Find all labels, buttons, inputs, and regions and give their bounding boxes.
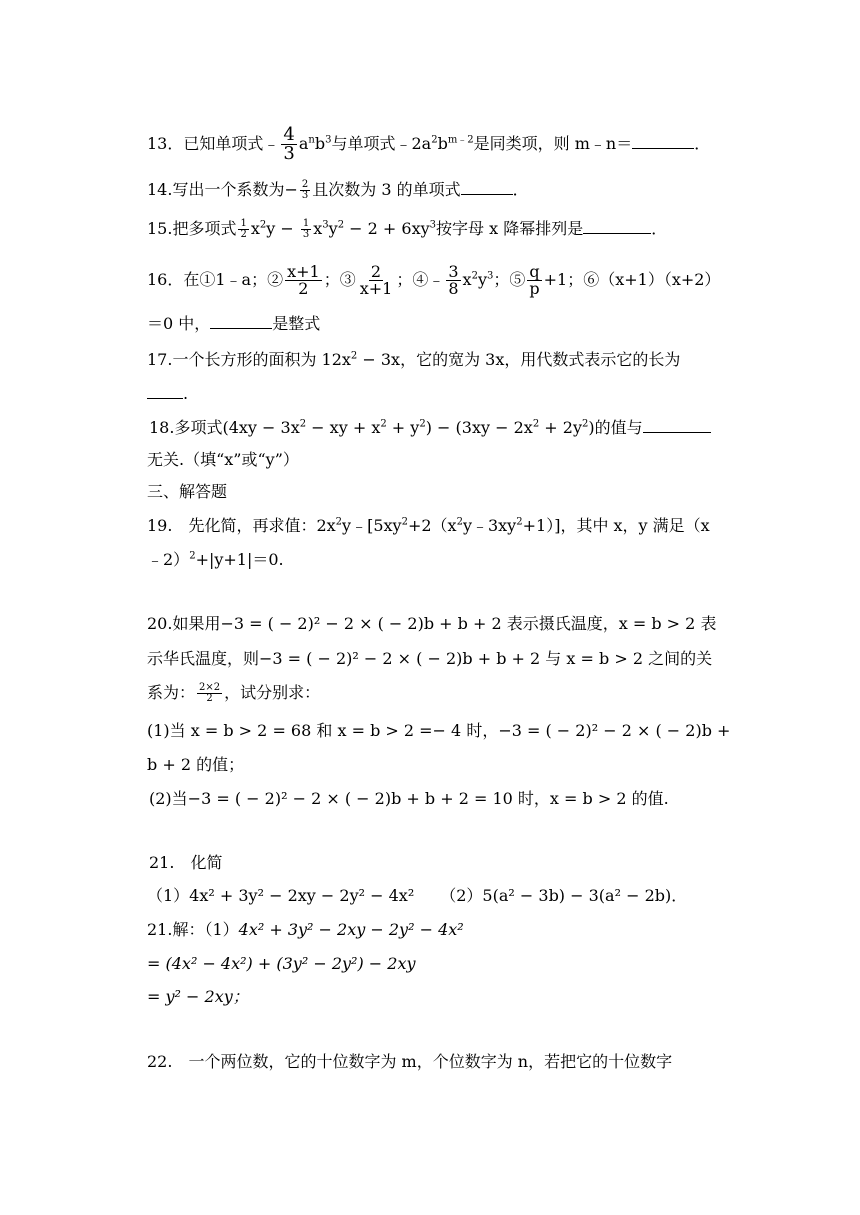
- q20-text: 系为：: [147, 683, 196, 702]
- q17-sup: 2: [350, 350, 358, 362]
- q15-text: y −: [266, 219, 299, 238]
- q19-text: +|y+1|＝0.: [195, 550, 284, 569]
- question-21-parts: [147, 884, 687, 908]
- q20-fraction: [197, 683, 222, 704]
- q13-text: 是同类项，则 m﹣n＝: [473, 134, 633, 153]
- q13-prefix: 13．已知单项式﹣: [147, 134, 280, 153]
- q13-end: ．: [694, 134, 711, 153]
- q19-sup: 2: [189, 550, 196, 562]
- q14-text: 14.写出一个系数为−: [147, 180, 298, 199]
- q16-fraction-4: [446, 264, 460, 297]
- q16-frac-den: x+1: [359, 279, 393, 298]
- q18-text: 18.多项式(4xy − 3x: [149, 418, 300, 437]
- q18-sup: 2: [532, 418, 540, 430]
- q13-fraction: [281, 126, 296, 163]
- q17-answer-blank: [147, 384, 183, 399]
- q21-part-1: （1）4x² + 3y² − 2xy − 2y² − 4x²: [147, 886, 415, 905]
- q17-text: − 3x，它的宽为 3x，用代数式表示它的长为: [357, 350, 681, 369]
- q18-answer-blank: [643, 418, 711, 433]
- q16-text: ；④﹣: [396, 270, 445, 289]
- q14-text: 且次数为 3 的单项式: [312, 180, 461, 199]
- q13-text: a: [298, 134, 309, 153]
- question-15: [147, 217, 667, 241]
- q18-text: ) − (3xy − 2x: [425, 418, 533, 437]
- q14-end: ．: [512, 180, 529, 199]
- q15-text: 按字母 x 降幂排列是: [436, 219, 584, 238]
- q16-frac-den: 8: [448, 279, 459, 298]
- q16-text: ；③: [323, 270, 356, 289]
- q16-text: y: [477, 270, 487, 289]
- q19-sup: 2: [335, 516, 343, 528]
- q21-solution-expr: = (4x² − 4x²) + (3y² − 2y²) − 2xy: [147, 954, 416, 973]
- q20-line: (1)当 x = b > 2 = 68 和 x = b > 2 =− 4 时，−3 = ( − 2)² − 2 × ( − 2)b +: [147, 721, 731, 740]
- question-19: [147, 514, 710, 538]
- q15-text: 15.把多项式: [147, 219, 237, 238]
- question-20: [147, 612, 716, 636]
- q16-frac-num: q: [529, 262, 540, 281]
- q19-text: +1）]，其中 x，y 满足（x: [522, 516, 710, 535]
- q13-answer-blank: [632, 134, 694, 149]
- q21-solution-label: 21.解：（1）: [147, 920, 239, 939]
- q15-sup: 3: [429, 219, 437, 231]
- question-20-line-5: [147, 753, 244, 777]
- q15-frac1-den: 2: [240, 229, 247, 240]
- q16-answer-blank: [210, 314, 272, 329]
- q20-frac-den: 2: [206, 693, 213, 704]
- q18-sup: 2: [581, 418, 589, 430]
- q21-part-2: （2）5(a² − 3b) − 3(a² − 2b)．: [440, 886, 688, 905]
- q21-solution-expr: 4x² + 3y² − 2xy − 2y² − 4x²: [238, 920, 464, 939]
- q20-frac-num: 2×2: [199, 682, 221, 693]
- q19-text: +2（x: [407, 516, 457, 535]
- q20-line: 20.如果用−3 = ( − 2)² − 2 × ( − 2)b + b + 2 表示摄氏温度，x = b > 2 表: [147, 614, 717, 633]
- q21-solution-line-1: [147, 918, 464, 942]
- q15-text: y: [328, 219, 338, 238]
- q16-text: +1；⑥（x+1）（x+2）: [543, 270, 721, 289]
- q16-frac-num: 3: [448, 262, 459, 281]
- question-17: [147, 348, 680, 372]
- q14-answer-blank: [461, 180, 513, 195]
- q13-sup: 2: [431, 134, 438, 146]
- q15-text: x: [250, 219, 260, 238]
- q18-text: − xy + x: [306, 418, 381, 437]
- q15-text: x: [313, 219, 323, 238]
- q18-text: )的值与: [588, 418, 643, 437]
- q16-frac-den: 2: [298, 279, 309, 298]
- section-3-title: 三、解答题: [147, 482, 228, 501]
- q15-answer-blank: [583, 219, 651, 234]
- q18-sup: 2: [299, 418, 307, 430]
- question-22: [147, 1050, 672, 1074]
- q15-sup: 3: [322, 219, 329, 231]
- q13-sup: n: [308, 134, 315, 146]
- q13-text: b: [314, 134, 326, 153]
- question-20-line-3: [147, 681, 320, 705]
- q19-text: y﹣3xy: [462, 516, 517, 535]
- section-heading: [147, 480, 227, 504]
- q18-text: 无关.（填“x”或“y”）: [147, 450, 299, 469]
- question-14: [147, 178, 529, 202]
- q15-frac2-num: 1: [302, 218, 310, 229]
- q14-frac-num: 2: [301, 179, 309, 190]
- q20-line: 示华氏温度，则−3 = ( − 2)² − 2 × ( − 2)b + b + 2 与 x = b > 2 之间的关: [147, 649, 713, 668]
- q16-frac-num: x+1: [287, 262, 320, 281]
- q15-end: ．: [651, 219, 668, 238]
- q13-frac-num: 4: [283, 124, 295, 145]
- q20-line: b + 2 的值；: [147, 755, 245, 774]
- q14-frac-den: 3: [301, 190, 309, 201]
- q15-sup: 2: [259, 219, 267, 231]
- q15-fraction-2: [301, 219, 311, 240]
- q17-end: .: [183, 384, 189, 403]
- q13-text: 与单项式﹣2a: [331, 134, 432, 153]
- q16-frac-den: p: [529, 279, 540, 298]
- q22-text: 22. 一个两位数，它的十位数字为 m，个位数字为 n，若把它的十位数字: [147, 1052, 673, 1071]
- q19-text: ﹣2）: [147, 550, 190, 569]
- question-18: [149, 416, 711, 440]
- question-16-line-2: [147, 312, 320, 336]
- question-20-line-6: [149, 787, 669, 811]
- q16-text: x: [462, 270, 472, 289]
- q20-text: ，试分别求：: [224, 683, 321, 702]
- q20-line: (2)当−3 = ( − 2)² − 2 × ( − 2)b + b + 2 = 10 时，x = b > 2 的值.: [149, 789, 669, 808]
- q18-sup: 2: [419, 418, 426, 430]
- question-17-line-2: [147, 382, 188, 406]
- q19-text: y﹣[5xy: [342, 516, 402, 535]
- question-16: [147, 264, 720, 297]
- q18-text: + y: [386, 418, 420, 437]
- q17-text: 17.一个长方形的面积为 12x: [147, 350, 351, 369]
- q13-frac-den: 3: [283, 143, 295, 164]
- q16-fraction-2: [285, 264, 322, 297]
- q16-fraction-5: [527, 264, 541, 297]
- q21-solution-expr: = y² − 2xy；: [147, 987, 249, 1006]
- q15-sup: 2: [337, 219, 345, 231]
- q16-frac-num: 2: [370, 262, 382, 281]
- q15-text: − 2 + 6xy: [344, 219, 430, 238]
- q19-sup: 2: [401, 516, 408, 528]
- question-20-line-4: [147, 719, 730, 743]
- q15-fraction-1: [238, 219, 248, 240]
- q16-text: ；⑤: [493, 270, 526, 289]
- q15-frac1-num: 1: [240, 218, 247, 229]
- q13-sup: m﹣2: [447, 134, 474, 146]
- q13-text: b: [437, 134, 448, 153]
- question-19-line-2: [147, 548, 284, 572]
- q16-text: 是整式: [272, 314, 321, 333]
- q16-text: ＝0 中，: [147, 314, 211, 333]
- q19-sup: 2: [456, 516, 463, 528]
- question-20-line-2: [147, 647, 712, 671]
- question-13: [147, 126, 710, 163]
- question-21: [149, 851, 222, 875]
- q16-sup: 2: [471, 270, 478, 282]
- q16-sup: 3: [486, 270, 494, 282]
- q21-solution-line-2: [147, 952, 416, 976]
- q13-sup: 3: [325, 134, 332, 146]
- q21-solution-line-3: [147, 985, 249, 1009]
- question-18-line-2: [147, 448, 299, 472]
- q15-frac2-den: 3: [302, 229, 310, 240]
- q16-text: 16．在①1﹣a；②: [147, 270, 284, 289]
- q19-sup: 2: [516, 516, 523, 528]
- q21-title: 21. 化简: [149, 853, 223, 872]
- q19-text: 19. 先化简，再求值：2x: [147, 516, 336, 535]
- q18-sup: 2: [380, 418, 387, 430]
- q16-fraction-3: [358, 264, 395, 297]
- q14-fraction: [300, 180, 310, 201]
- q18-text: + 2y: [539, 418, 582, 437]
